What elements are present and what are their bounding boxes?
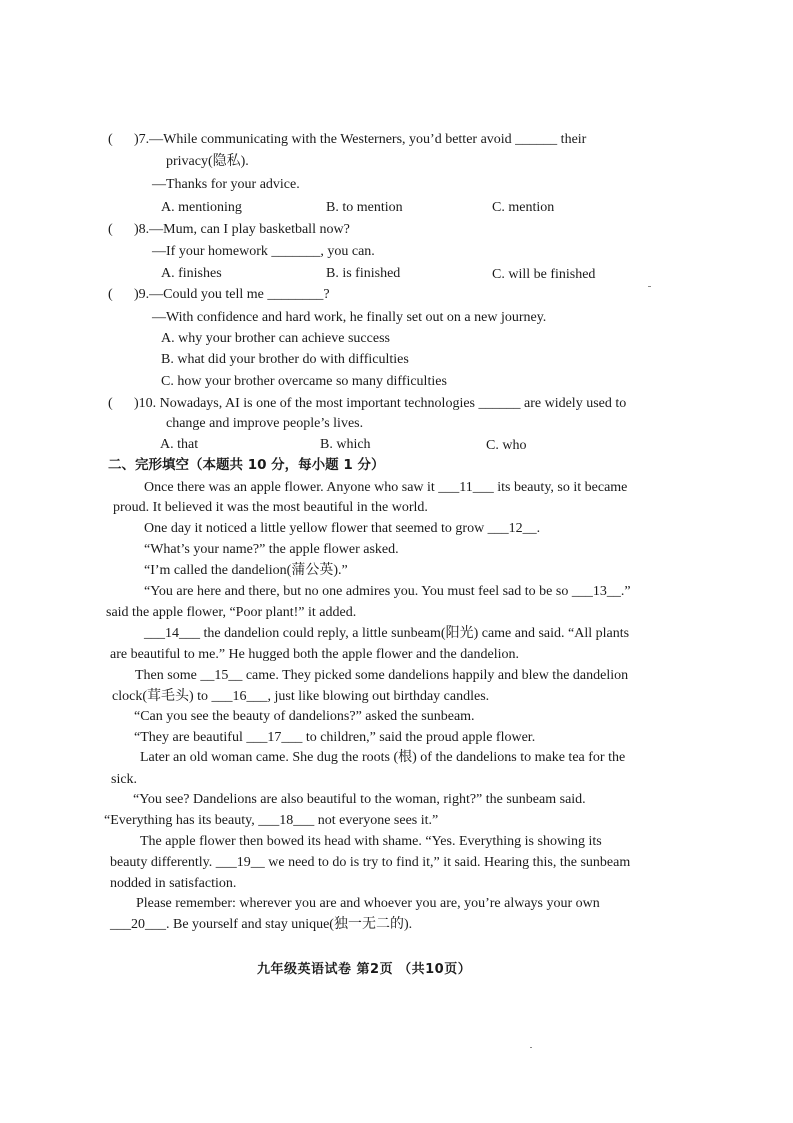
q9-stem: )9.—Could you tell me ________? [134, 287, 330, 302]
passage-line: Once there was an apple flower. Anyone who saw it ___11___ its beauty, so it became [144, 480, 628, 495]
passage-line: Then some __15__ came. They picked some dandelions happily and blew the dandelion [135, 668, 629, 683]
q10-stem: )10. Nowadays, AI is one of the most important technologies ______ are widely used to [134, 396, 627, 411]
q9-option-b: B. what did your brother do with difficulties [161, 352, 409, 367]
passage-line: are beautiful to me.” He hugged both the apple flower and the dandelion. [110, 647, 519, 662]
q8-option-c: C. will be finished [492, 267, 596, 282]
q9-option-a: A. why your brother can achieve success [161, 331, 390, 346]
q10-option-b: B. which [320, 437, 371, 452]
q7-option-b: B. to mention [326, 200, 403, 215]
passage-line: ___20___. Be yourself and stay unique(独一无二的). [110, 917, 413, 932]
q9-option-c: C. how your brother overcame so many difficulties [161, 374, 447, 389]
q10-option-a: A. that [160, 437, 199, 452]
q10-stem-cont: change and improve people’s lives. [166, 416, 364, 431]
scan-speck [648, 286, 651, 287]
q10-paren: ( [108, 396, 113, 411]
passage-line: The apple flower then bowed its head with shame. “Yes. Everything is showing its [140, 834, 602, 849]
scan-speck [530, 1047, 532, 1048]
q8-paren: ( [108, 222, 113, 237]
passage-line: “Everything has its beauty, ___18___ not everyone sees it.” [104, 813, 439, 828]
q8-stem: )8.—Mum, can I play basketball now? [134, 222, 350, 237]
passage-line: “You see? Dandelions are also beautiful to the woman, right?” the sunbeam said. [133, 792, 586, 807]
passage-line: ___14___ the dandelion could reply, a little sunbeam(阳光) came and said. “All plants [144, 626, 630, 641]
q7-reply: —Thanks for your advice. [152, 177, 300, 192]
q8-option-a: A. finishes [161, 266, 222, 281]
passage-line: proud. It believed it was the most beautiful in the world. [113, 500, 428, 515]
q8-reply: —If your homework _______, you can. [152, 244, 375, 259]
passage-line: “You are here and there, but no one admires you. You must feel sad to be so ___13__.” [144, 584, 631, 599]
passage-line: Later an old woman came. She dug the roots (根) of the dandelions to make tea for the [140, 750, 626, 765]
q7-option-c: C. mention [492, 200, 555, 215]
passage-line: sick. [111, 772, 138, 787]
passage-line: beauty differently. ___19__ we need to do is try to find it,” it said. Hearing this, the sunbeam [110, 855, 631, 870]
passage-line: “What’s your name?” the apple flower asked. [144, 542, 399, 557]
passage-line: Please remember: wherever you are and whoever you are, you’re always your own [136, 896, 600, 911]
q9-paren: ( [108, 287, 113, 302]
passage-line: said the apple flower, “Poor plant!” it added. [106, 605, 357, 620]
q9-reply: —With confidence and hard work, he finally set out on a new journey. [152, 310, 547, 325]
q7-option-a: A. mentioning [161, 200, 242, 215]
passage-line: nodded in satisfaction. [110, 876, 237, 891]
page-footer: 九年级英语试卷 第2页 （共10页） [257, 962, 472, 977]
passage-line: “They are beautiful ___17___ to children,” said the proud apple flower. [134, 730, 536, 745]
passage-line: clock(茸毛头) to ___16___, just like blowing out birthday candles. [112, 689, 490, 704]
q7-stem-cont: privacy(隐私). [166, 154, 249, 169]
passage-line: One day it noticed a little yellow flower that seemed to grow ___12__. [144, 521, 541, 536]
q7-stem: )7.—While communicating with the Westerners, you’d better avoid ______ their [134, 132, 587, 147]
section-heading: 二、完形填空（本题共 10 分，每小题 1 分） [108, 457, 385, 473]
passage-line: “I’m called the dandelion(蒲公英).” [144, 563, 348, 578]
q10-option-c: C. who [486, 438, 527, 453]
q7-paren: ( [108, 132, 113, 147]
q8-option-b: B. is finished [326, 266, 401, 281]
passage-line: “Can you see the beauty of dandelions?” asked the sunbeam. [134, 709, 475, 724]
